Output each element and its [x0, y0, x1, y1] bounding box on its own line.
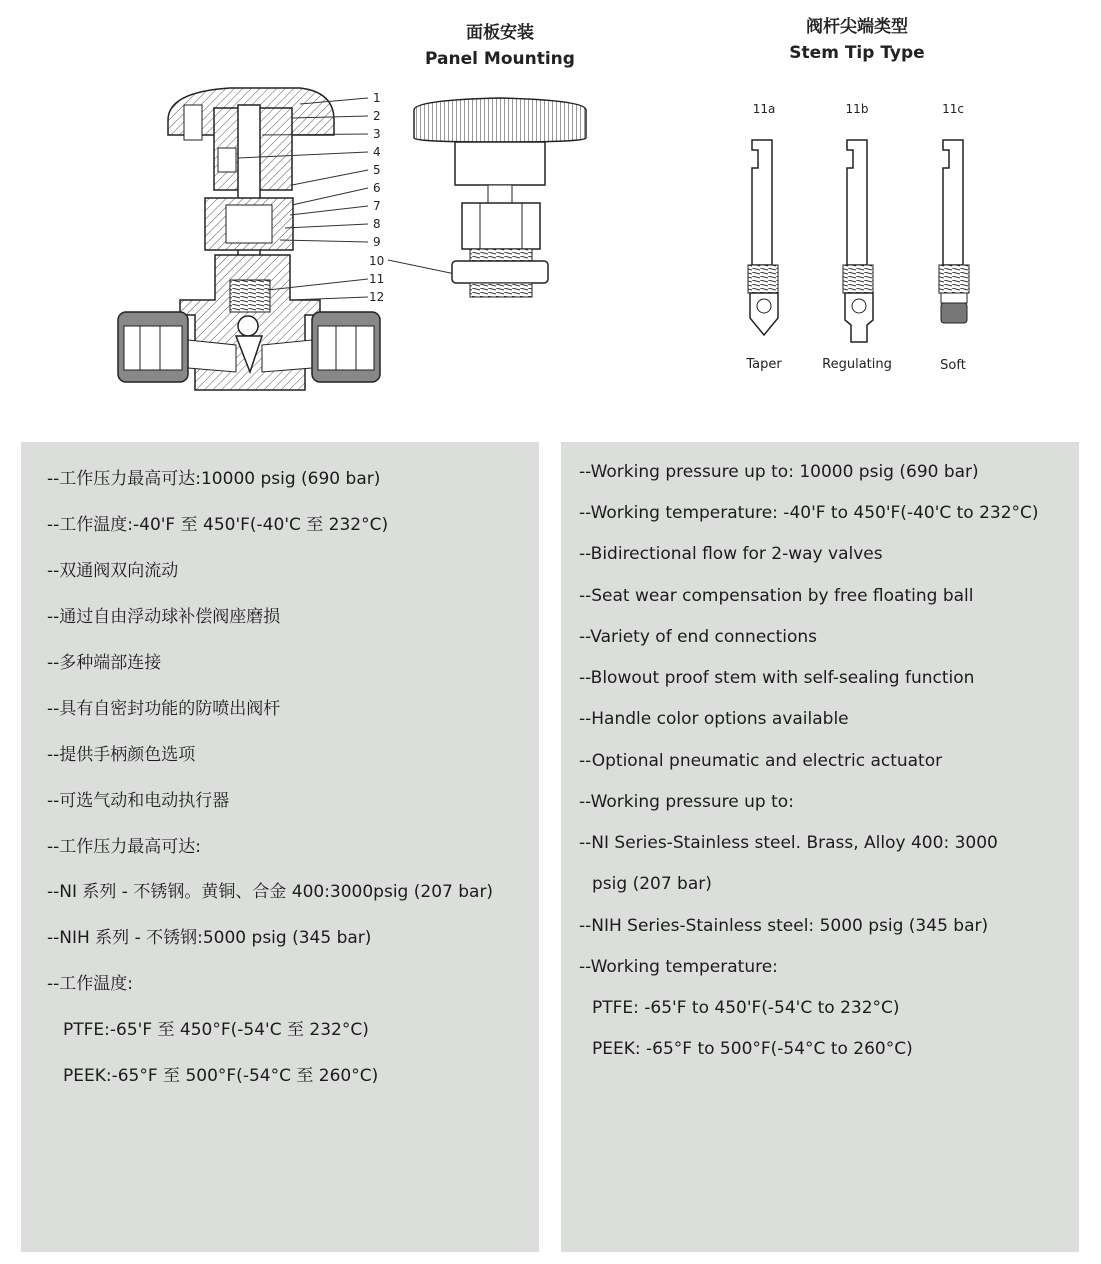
feature-zh-12: --工作温度:: [47, 974, 133, 994]
feature-zh-13: PTFE:-65'F 至 450°F(-54'C 至 232°C): [63, 1020, 369, 1040]
callout-8: 8: [373, 217, 381, 231]
valve-cross-section: [118, 88, 380, 390]
feature-zh-1: --工作压力最高可达:10000 psig (690 bar): [47, 469, 381, 489]
feature-en-10: --NI Series-Stainless steel. Brass, Alloy 400: 3000: [579, 833, 998, 853]
callout-11: 11: [369, 272, 385, 286]
features-panel-zh: [21, 442, 539, 1252]
stem-tip-taper: [748, 140, 778, 335]
callout-6: 6: [373, 181, 381, 195]
callout-12: 12: [369, 290, 385, 304]
feature-zh-8: --可选气动和电动执行器: [47, 791, 230, 811]
stem-tip-code-11a: 11a: [752, 102, 776, 116]
feature-en-4: --Seat wear compensation by free floating ball: [579, 586, 974, 606]
stem-tip-label-soft: Soft: [940, 358, 966, 373]
feature-en-12: --NIH Series-Stainless steel: 5000 psig (345 bar): [579, 916, 989, 936]
stem-tip-label-taper: Taper: [746, 357, 782, 372]
callout-7: 7: [373, 199, 381, 213]
callout-10: 10: [369, 254, 385, 268]
feature-zh-6: --具有自密封功能的防喷出阀杆: [47, 699, 281, 719]
callout-numbers: [369, 91, 384, 304]
stem-tip-title-zh: 阀杆尖端类型: [806, 17, 908, 37]
diagram-area: [0, 0, 1101, 430]
feature-zh-11: --NIH 系列 - 不锈钢:5000 psig (345 bar): [47, 928, 372, 948]
stem-tip-title-en: Stem Tip Type: [789, 43, 925, 63]
feature-zh-2: --工作温度:-40'F 至 450'F(-40'C 至 232°C): [47, 515, 389, 535]
feature-en-8: --Optional pneumatic and electric actuator: [579, 751, 943, 771]
callout-2: 2: [373, 109, 381, 123]
callout-3: 3: [373, 127, 381, 141]
stem-tip-code-11b: 11b: [845, 102, 869, 116]
feature-zh-10: --NI 系列 - 不锈钢。黄铜、合金 400:3000psig (207 bar): [47, 882, 494, 902]
callout-4: 4: [373, 145, 381, 159]
feature-zh-7: --提供手柄颜色选项: [47, 745, 196, 765]
stem-tip-code-11c: 11c: [942, 102, 964, 116]
stem-tip-label-regulating: Regulating: [822, 357, 892, 372]
feature-zh-4: --通过自由浮动球补偿阀座磨损: [47, 607, 281, 627]
feature-en-2: --Working temperature: -40'F to 450'F(-40'C to 232°C): [579, 503, 1039, 523]
feature-zh-3: --双通阀双向流动: [47, 561, 179, 581]
features-panel-en: [561, 442, 1079, 1252]
feature-zh-9: --工作压力最高可达:: [47, 837, 201, 857]
feature-en-14: PTFE: -65'F to 450'F(-54'C to 232°C): [592, 998, 900, 1018]
feature-zh-14: PEEK:-65°F 至 500°F(-54°C 至 260°C): [63, 1066, 379, 1086]
feature-en-9: --Working pressure up to:: [579, 792, 794, 812]
panel-mounting-title-en: Panel Mounting: [425, 49, 575, 69]
feature-en-11: psig (207 bar): [592, 874, 712, 894]
feature-zh-5: --多种端部连接: [47, 653, 162, 673]
feature-en-3: --Bidirectional flow for 2-way valves: [579, 544, 883, 564]
feature-en-15: PEEK: -65°F to 500°F(-54°C to 260°C): [592, 1039, 913, 1059]
panel-mounting-view: [414, 98, 586, 297]
callout-5: 5: [373, 163, 381, 177]
stem-tip-soft: [939, 140, 969, 323]
feature-en-1: --Working pressure up to: 10000 psig (690 bar): [579, 462, 979, 482]
feature-en-7: --Handle color options available: [579, 709, 849, 729]
callout-1: 1: [373, 91, 381, 105]
stem-tip-regulating: [843, 140, 873, 342]
callout-9: 9: [373, 235, 381, 249]
panel-mounting-title-zh: 面板安装: [466, 23, 534, 43]
feature-en-13: --Working temperature:: [579, 957, 778, 977]
feature-en-6: --Blowout proof stem with self-sealing function: [579, 668, 975, 688]
feature-en-5: --Variety of end connections: [579, 627, 818, 647]
